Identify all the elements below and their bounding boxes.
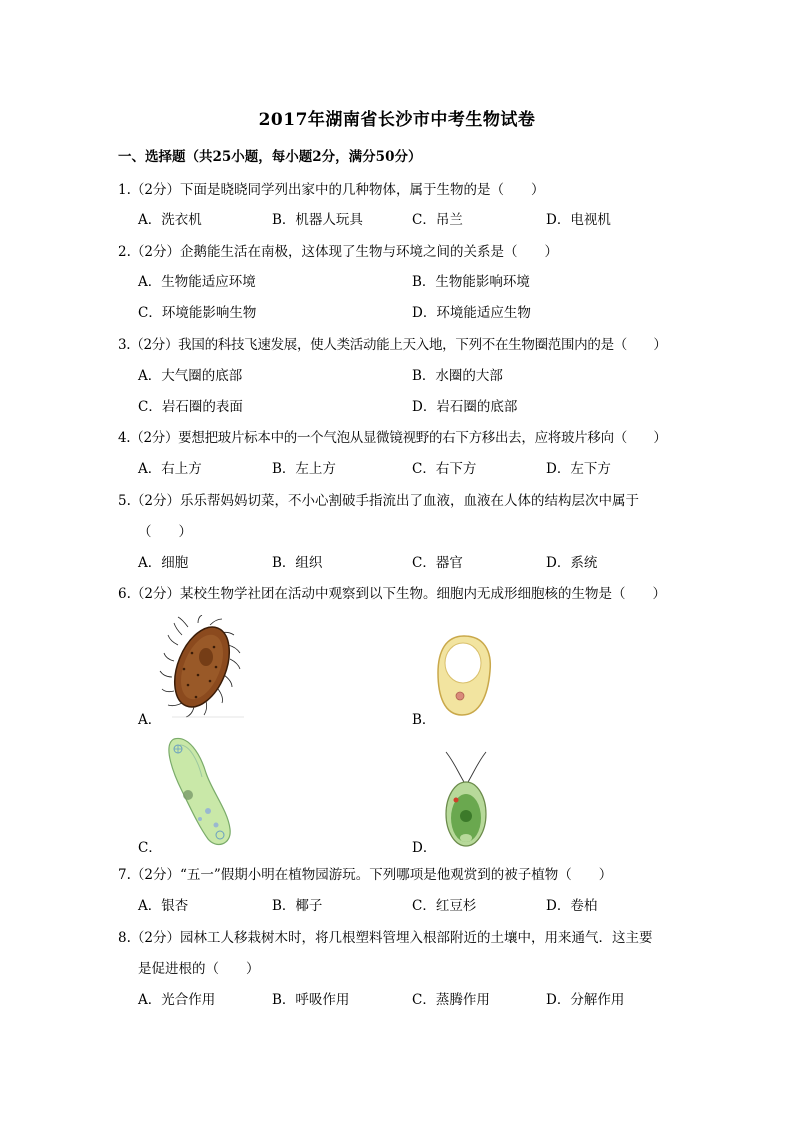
q7-option-a[interactable]: A．银杏 [138,898,189,914]
q2-option-a[interactable]: A．生物能适应环境 [138,274,256,290]
q4-option-c[interactable]: C．右下方 [412,461,477,477]
question-4-stem: 4.（2分）要想把玻片标本中的一个气泡从显微镜视野的右下方移出去，应将玻片移向（ ） [118,430,667,446]
q2-option-d[interactable]: D．环境能适应生物 [412,305,531,321]
section-heading: 一、选择题（共25小题，每小题2分，满分50分） [118,149,422,165]
q8-option-d[interactable]: D．分解作用 [546,992,625,1008]
q5-option-b[interactable]: B．组织 [272,555,323,571]
q2-option-b[interactable]: B．生物能影响环境 [412,274,530,290]
q1-option-d[interactable]: D．电视机 [546,212,611,228]
q7-option-d[interactable]: D．卷柏 [546,898,598,914]
q3-option-c[interactable]: C．岩石圈的表面 [138,399,243,415]
q4-option-b[interactable]: B．左上方 [272,461,336,477]
q5-option-a[interactable]: A．细胞 [138,555,189,571]
paramecium-image[interactable] [160,733,242,851]
q8-option-c[interactable]: C．蒸腾作用 [412,992,490,1008]
q5-option-d[interactable]: D．系统 [546,555,598,571]
q3-option-b[interactable]: B．水圈的大部 [412,368,503,384]
question-3-stem: 3.（2分）我国的科技飞速发展，使人类活动能上天入地，下列不在生物圈范围内的是（ ） [118,337,667,353]
q5-option-c[interactable]: C．器官 [412,555,463,571]
question-8-stem-cont: 是促进根的（ ） [138,961,260,977]
q8-option-a[interactable]: A．光合作用 [138,992,216,1008]
question-6-stem: 6.（2分）某校生物学社团在活动中观察到以下生物。细胞内无成形细胞核的生物是（ ） [118,586,666,602]
q3-option-d[interactable]: D．岩石圈的底部 [412,399,518,415]
question-7-stem: 7.（2分）“五一”假期小明在植物园游玩。下列哪项是他观赏到的被子植物（ ） [118,867,613,883]
q6-option-c[interactable]: C． [138,840,162,856]
q1-option-c[interactable]: C．吊兰 [412,212,463,228]
q6-option-b[interactable]: B． [412,712,436,728]
question-2-stem: 2.（2分）企鹅能生活在南极，这体现了生物与环境之间的关系是（ ） [118,244,558,260]
q3-option-a[interactable]: A．大气圈的底部 [138,368,243,384]
question-5-stem: 5.（2分）乐乐帮妈妈切菜，不小心割破手指流出了血液，血液在人体的结构层次中属于 [118,493,639,509]
question-1-stem: 1.（2分）下面是晓晓同学列出家中的几种物体，属于生物的是（ ） [118,182,545,198]
q2-option-c[interactable]: C．环境能影响生物 [138,305,257,321]
q6-option-d[interactable]: D． [412,840,437,856]
q4-option-d[interactable]: D．左下方 [546,461,611,477]
chlamydomonas-image[interactable] [438,750,494,850]
question-5-stem-cont: （ ） [138,524,192,540]
page-title: 2017年湖南省长沙市中考生物试卷 [258,110,536,130]
q8-option-b[interactable]: B．呼吸作用 [272,992,350,1008]
q6-option-a[interactable]: A． [138,712,162,728]
q4-option-a[interactable]: A．右上方 [138,461,202,477]
q1-option-b[interactable]: B．机器人玩具 [272,212,363,228]
q7-option-b[interactable]: B．椰子 [272,898,323,914]
question-8-stem: 8.（2分）园林工人移栽树木时，将几根塑料管埋入根部附近的土壤中，用来通气．这主要 [118,930,653,946]
yeast-cell-image[interactable] [432,633,496,719]
bacterium-image[interactable] [158,615,248,720]
q7-option-c[interactable]: C．红豆杉 [412,898,477,914]
q1-option-a[interactable]: A．洗衣机 [138,212,202,228]
